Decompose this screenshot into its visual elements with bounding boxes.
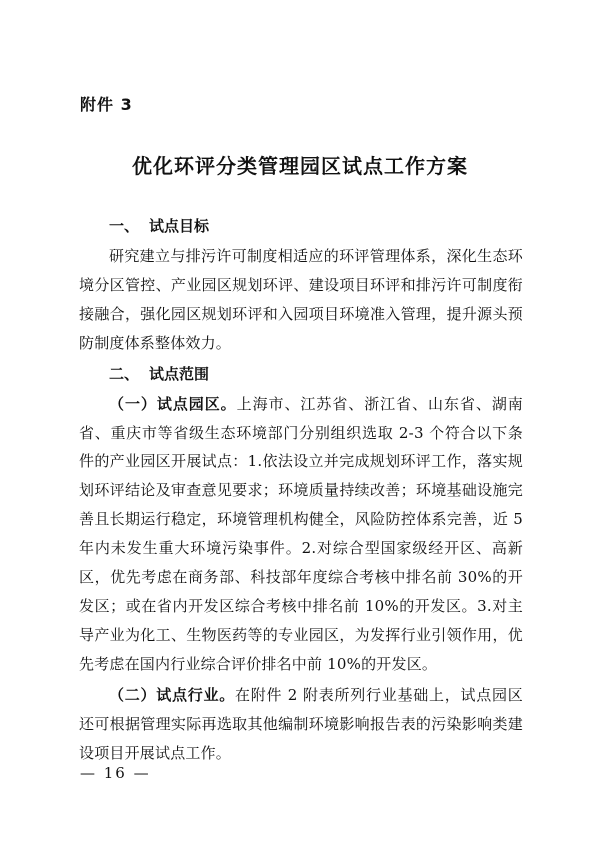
pilot-parks-lead: （一）试点园区。 [109,394,237,413]
page-number: — 16 — [80,764,151,782]
pilot-parks-text: 上海市、江苏省、浙江省、山东省、湖南省、重庆市等省级生态环境部门分别组织选取 2-3 个符合以下条件的产业园区开展试点：1.依法设立并完成规划环评工作，落实规划环评结论及审查意见要求；环境质量持续改善；环境基础设施完善且长期运行稳定，环境管理机构健全，风险防控体系完善，近 5 年内未发生重大环境污染事件。2.对综合型国家级经开区、高新区，优先考虑在商务部、科技部年度综合考核中排名前 30%的开发区；或在省内开发区综合考核中排名前 10%的开发区。3.对主导产业为化工、生物医药等的专业园区，为发挥行业引领作用，优先考虑在国内行业综合评价排名中前 10%的开发区。 [79,394,523,673]
attachment-label: 附件 3 [80,95,133,114]
section-title: 试点目标 [149,217,210,235]
pilot-industries-lead: （二）试点行业。 [109,685,235,704]
section-number: 一、 [109,217,140,235]
pilot-industries-paragraph [79,681,523,768]
document-title: 优化环评分类管理园区试点工作方案 [132,154,468,178]
document-body [79,212,523,767]
section-heading-scope [79,360,523,388]
section-title: 试点范围 [149,364,210,383]
pilot-industries-text: 在附件 2 附表所列行业基础上，试点园区还可根据管理实际再选取其他编制环境影响报告表的污染影响类建设项目开展试点工作。 [79,685,523,762]
section-number: 二、 [109,364,140,383]
goal-paragraph: 研究建立与排污许可制度相适应的环评管理体系，深化生态环境分区管控、产业园区规划环评、建设项目环评和排污许可制度衔接融合，强化园区规划环评和入园项目环境准入管理，提升源头预防制度体系整体效力。 [79,247,523,352]
section-heading-goal [79,212,523,240]
pilot-parks-paragraph [79,390,523,679]
